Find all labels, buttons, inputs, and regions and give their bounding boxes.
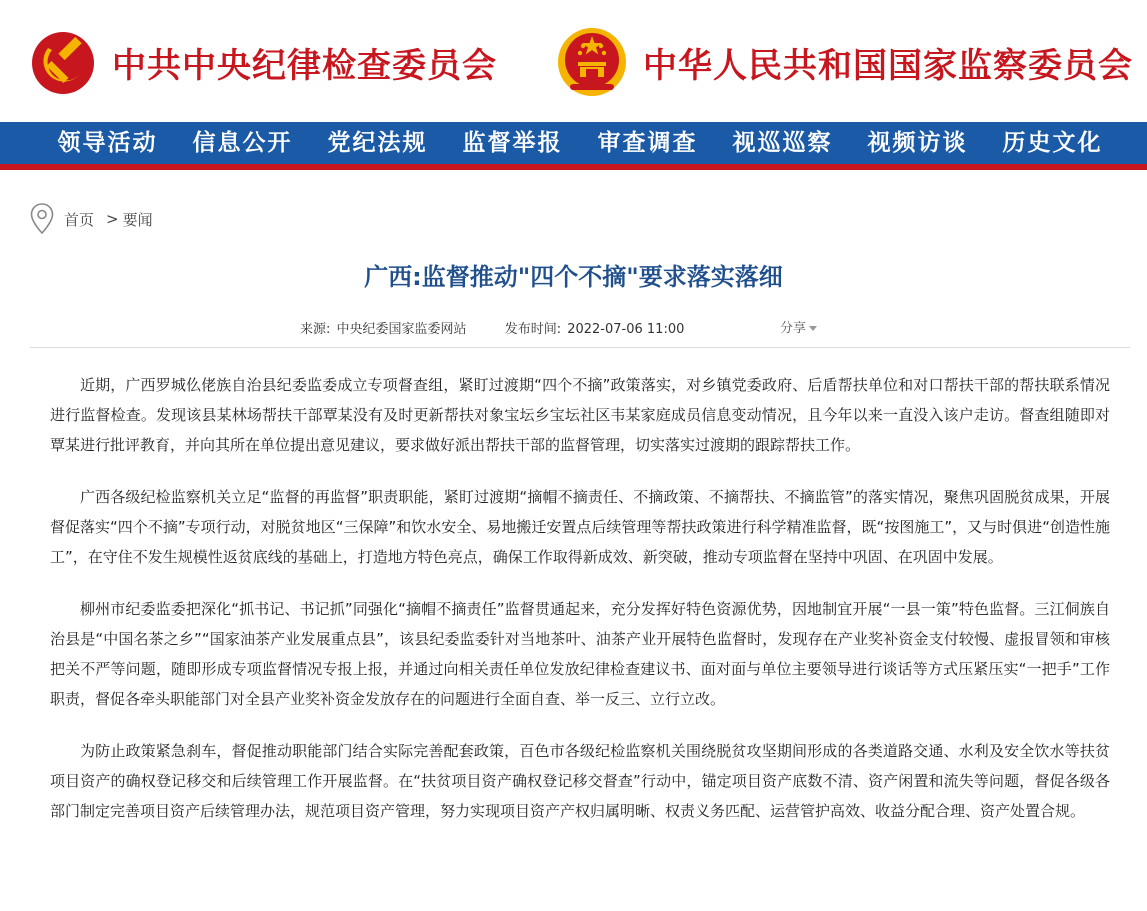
- location-pin-icon: [30, 203, 54, 235]
- nav-item-investigation[interactable]: 审查调查: [597, 129, 698, 156]
- share-label: 分享: [780, 321, 807, 336]
- org-title-right: 中华人民共和国国家监察委员会: [643, 46, 1133, 86]
- source-value: 中央纪委国家监委网站: [336, 322, 467, 337]
- article-paragraph: 广西各级纪检监察机关立足“监督的再监督”职责职能，紧盯过渡期“摘帽不摘责任、不摘政策、不摘帮扶、不摘监管”的落实情况，聚焦巩固脱贫成果，开展督促落实“四个不摘”专项行动，对脱贫地区“三保障”和饮水安全、易地搬迁安置点后续管理等帮扶政策进行科学精准监督，既“按图施工”，又与时俱进“创造性施工”，在守住不发生规模性返贫底线的基础上，打造地方特色亮点，确保工作取得新成效、新突破，推动专项监督在坚持中巩固、在巩固中发展。: [50, 488, 1110, 566]
- breadcrumb: [30, 202, 153, 236]
- national-emblem-icon: [556, 26, 628, 98]
- breadcrumb-separator: >: [106, 210, 119, 228]
- nav-item-leadership[interactable]: 领导活动: [57, 129, 158, 156]
- party-emblem-icon: [30, 30, 96, 96]
- breadcrumb-current[interactable]: 要闻: [122, 210, 153, 229]
- nav-item-inspection[interactable]: 视巡巡察: [732, 129, 833, 156]
- nav-item-report[interactable]: 监督举报: [462, 129, 563, 156]
- publish-time-value: 2022-07-06 11:00: [567, 322, 685, 337]
- site-header: [0, 0, 1147, 122]
- main-nav: [0, 122, 1147, 170]
- article-paragraph: 为防止政策紧急刹车，督促推动职能部门结合实际完善配套政策，百色市各级纪检监察机关围绕脱贫攻坚期间形成的各类道路交通、水利及安全饮水等扶贫项目资产的确权登记移交和后续管理工作开展监督。在“扶贫项目资产确权登记移交督查”行动中，锚定项目资产底数不清、资产闲置和流失等问题，督促各级各部门制定完善项目资产后续管理办法，规范项目资产管理，努力实现项目资产产权归属明晰、权责义务匹配、运营管护高效、收益分配合理、资产处置合规。: [50, 742, 1110, 820]
- share-button[interactable]: [780, 317, 817, 336]
- nav-list: [40, 122, 1120, 164]
- source-label: 来源:: [300, 322, 331, 337]
- nav-item-info-disclosure[interactable]: 信息公开: [192, 129, 293, 156]
- article-paragraph: 柳州市纪委监委把深化“抓书记、书记抓”同强化“摘帽不摘责任”监督贯通起来，充分发挥好特色资源优势，因地制宜开展“一县一策”特色监督。三江侗族自治县是“中国名茶之乡”“国家油茶产业发展重点县”，该县纪委监委针对当地茶叶、油茶产业开展特色监督时，发现存在产业奖补资金支付较慢、虚报冒领和审核把关不严等问题，随即形成专项监督情况专报上报，并通过向相关责任单位发放纪律检查建议书、面对面与单位主要领导进行谈话等方式压紧压实“一把手”工作职责，督促各牵头职能部门对全县产业奖补资金发放存在的问题进行全面自查、举一反三、立行立改。: [50, 600, 1110, 708]
- article-title: 广西:监督推动"四个不摘"要求落实落细: [364, 263, 783, 291]
- article-body: [50, 370, 1110, 848]
- publish-time-label: 发布时间:: [504, 322, 562, 337]
- article-meta: [300, 318, 684, 340]
- nav-item-video[interactable]: 视频访谈: [867, 129, 968, 156]
- nav-item-history[interactable]: 历史文化: [1002, 129, 1103, 156]
- chevron-down-icon: [809, 326, 817, 331]
- breadcrumb-home-link[interactable]: 首页: [64, 210, 95, 229]
- org-title-left: 中共中央纪律检查委员会: [112, 46, 497, 86]
- nav-item-regulations[interactable]: 党纪法规: [327, 129, 428, 156]
- article-paragraph: 近期，广西罗城仫佬族自治县纪委监委成立专项督查组，紧盯过渡期“四个不摘”政策落实，对乡镇党委政府、后盾帮扶单位和对口帮扶干部的帮扶联系情况进行监督检查。发现该县某林场帮扶干部覃某没有及时更新帮扶对象宝坛乡宝坛社区韦某家庭成员信息变动情况，且今年以来一直没入该户走访。督查组随即对覃某进行批评教育，并向其所在单位提出意见建议，要求做好派出帮扶干部的监督管理，切实落实过渡期的跟踪帮扶工作。: [50, 376, 1110, 454]
- divider: [30, 347, 1130, 348]
